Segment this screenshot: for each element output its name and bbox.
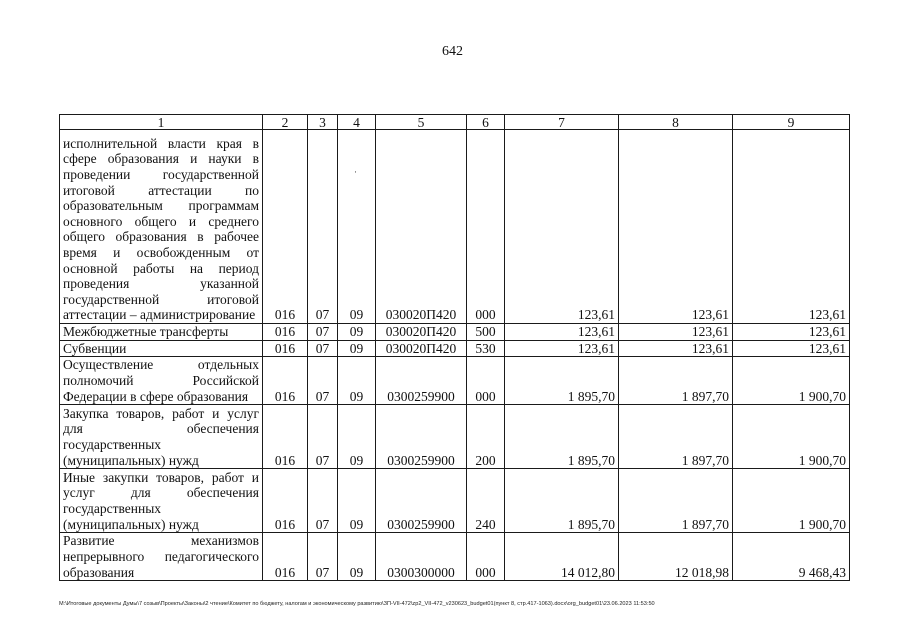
cell-target: 030020П420 <box>376 324 467 341</box>
column-header: 5 <box>376 115 467 130</box>
cell-section: 07 <box>308 533 338 581</box>
budget-table <box>59 114 850 581</box>
cell-amount-7: 14 012,80 <box>505 533 619 581</box>
cell-amount-9: 123,61 <box>733 130 850 324</box>
row-name: Развитие механизмов непрерывного педагогического образования <box>60 533 263 581</box>
cell-expense-type: 200 <box>467 405 505 469</box>
cell-expense-type: 240 <box>467 469 505 533</box>
cell-amount-8: 123,61 <box>619 340 733 357</box>
cell-amount-9: 1 900,70 <box>733 357 850 405</box>
cell-amount-7: 123,61 <box>505 130 619 324</box>
cell-target: 0300259900 <box>376 469 467 533</box>
table-row <box>60 405 850 469</box>
cell-ministry: 016 <box>263 130 308 324</box>
cell-amount-8: 1 897,70 <box>619 405 733 469</box>
file-path-footer: М:\Итоговые документы Думы\7 созыв\Проекты\Законы\2 чтение\Комитет по бюджету, налогам и экономическому развитию\ЗП-VII-472\zp2_VII-472_v230623_budget01(пункт 8, стр.417-1063).docx\org_budget01\23.06.2023 11:53:50 <box>59 601 655 607</box>
cell-expense-type: 000 <box>467 533 505 581</box>
column-header: 1 <box>60 115 263 130</box>
cell-amount-7: 123,61 <box>505 324 619 341</box>
row-name: Закупка товаров, работ и услуг для обеспечения государственных (муниципальных) нужд <box>60 405 263 469</box>
column-header: 2 <box>263 115 308 130</box>
cell-ministry: 016 <box>263 405 308 469</box>
cell-expense-type: 000 <box>467 357 505 405</box>
cell-ministry: 016 <box>263 324 308 341</box>
cell-section: 07 <box>308 130 338 324</box>
table-row <box>60 357 850 405</box>
table-row <box>60 340 850 357</box>
column-header: 9 <box>733 115 850 130</box>
cell-expense-type: 500 <box>467 324 505 341</box>
cell-section: 07 <box>308 469 338 533</box>
cell-target: 030020П420 <box>376 340 467 357</box>
cell-subsection: 09 <box>338 357 376 405</box>
column-header: 7 <box>505 115 619 130</box>
page-number: 642 <box>442 44 463 59</box>
cell-target: 030020П420 <box>376 130 467 324</box>
cell-ministry: 016 <box>263 340 308 357</box>
cell-amount-8: 1 897,70 <box>619 469 733 533</box>
cell-subsection: 09 <box>338 405 376 469</box>
column-header: 3 <box>308 115 338 130</box>
cell-amount-9: 9 468,43 <box>733 533 850 581</box>
cell-target: 0300259900 <box>376 405 467 469</box>
cell-amount-7: 1 895,70 <box>505 405 619 469</box>
cell-expense-type: 000 <box>467 130 505 324</box>
row-name: Субвенции <box>60 340 263 357</box>
cell-target: 0300300000 <box>376 533 467 581</box>
cell-subsection: 09 <box>338 324 376 341</box>
row-name: исполнительной власти края в сфере образования и науки в проведении государственной итоговой аттестации по образовательным программам основного общего и среднего общего образования в рабочее время и освобожденным от основной работы на период проведения указанной государственной итоговой аттестации – администрирование <box>60 130 263 324</box>
table-row <box>60 469 850 533</box>
row-name: Осуществление отдельных полномочий Российской Федерации в сфере образования <box>60 357 263 405</box>
cell-section: 07 <box>308 324 338 341</box>
cell-ministry: 016 <box>263 357 308 405</box>
column-header: 4 <box>338 115 376 130</box>
cell-amount-8: 1 897,70 <box>619 357 733 405</box>
column-header: 6 <box>467 115 505 130</box>
cell-target: 0300259900 <box>376 357 467 405</box>
cell-subsection: 09 <box>338 533 376 581</box>
column-header: 8 <box>619 115 733 130</box>
table-row <box>60 324 850 341</box>
cell-amount-7: 1 895,70 <box>505 357 619 405</box>
cell-subsection: 09 <box>338 340 376 357</box>
cell-section: 07 <box>308 357 338 405</box>
cell-amount-9: 123,61 <box>733 324 850 341</box>
cell-ministry: 016 <box>263 469 308 533</box>
cell-amount-7: 123,61 <box>505 340 619 357</box>
table-row <box>60 130 850 324</box>
cell-amount-9: 1 900,70 <box>733 405 850 469</box>
cell-amount-8: 12 018,98 <box>619 533 733 581</box>
cell-amount-9: 123,61 <box>733 340 850 357</box>
cell-amount-8: 123,61 <box>619 324 733 341</box>
table-row <box>60 533 850 581</box>
cell-subsection: 09 <box>338 469 376 533</box>
cell-ministry: 016 <box>263 533 308 581</box>
row-name: Иные закупки товаров, работ и услуг для обеспечения государственных (муниципальных) нужд <box>60 469 263 533</box>
cell-section: 07 <box>308 340 338 357</box>
stray-mark: · <box>354 167 357 177</box>
cell-expense-type: 530 <box>467 340 505 357</box>
cell-amount-9: 1 900,70 <box>733 469 850 533</box>
cell-subsection: 09 <box>338 130 376 324</box>
row-name: Межбюджетные трансферты <box>60 324 263 341</box>
cell-amount-8: 123,61 <box>619 130 733 324</box>
cell-amount-7: 1 895,70 <box>505 469 619 533</box>
cell-section: 07 <box>308 405 338 469</box>
header-row <box>60 115 850 130</box>
